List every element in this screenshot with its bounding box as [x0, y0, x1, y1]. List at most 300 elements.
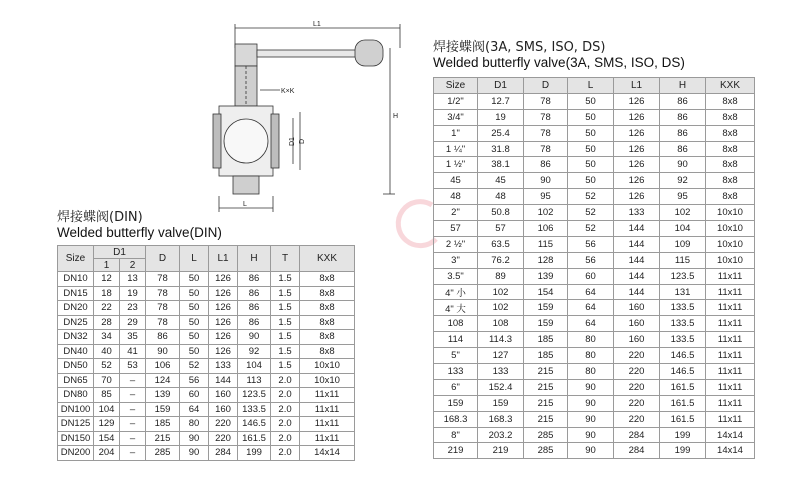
table-row: [58, 402, 355, 417]
table-cell: 160: [614, 316, 660, 332]
table-cell: 1 ¼": [434, 141, 478, 157]
table-cell: 52: [180, 359, 209, 374]
table-cell: 70: [94, 373, 120, 388]
table-cell: 50: [568, 93, 614, 109]
table-cell: 102: [478, 284, 524, 300]
table-cell: 28: [94, 315, 120, 330]
table-cell: 124: [146, 373, 180, 388]
table-cell: 8x8: [706, 109, 755, 125]
table-cell: 90: [180, 446, 209, 461]
table-cell: 8x8: [300, 344, 355, 359]
table-cell: 126: [614, 93, 660, 109]
table-cell: 90: [568, 411, 614, 427]
table-cell: 204: [94, 446, 120, 461]
table-cell: 11x11: [706, 300, 755, 316]
table-cell: 284: [614, 443, 660, 459]
table-cell: 284: [614, 427, 660, 443]
table-cell: 126: [209, 315, 238, 330]
table-cell: 161.5: [660, 395, 706, 411]
table-cell: 45: [434, 173, 478, 189]
table-cell: 90: [180, 431, 209, 446]
table-row: [434, 316, 755, 332]
table-cell: 90: [660, 157, 706, 173]
table-cell: 159: [146, 402, 180, 417]
table-cell: 86: [238, 272, 271, 287]
header-d1-2: 2: [120, 259, 146, 272]
table-row: [434, 189, 755, 205]
table-cell: 161.5: [660, 411, 706, 427]
table-cell: 168.3: [478, 411, 524, 427]
table-cell: 85: [94, 388, 120, 403]
table-cell: 8x8: [706, 125, 755, 141]
table-cell: 220: [209, 417, 238, 432]
table-cell: 220: [209, 431, 238, 446]
table-cell: 50: [568, 109, 614, 125]
table-cell: 11x11: [300, 431, 355, 446]
table-cell: 12.7: [478, 93, 524, 109]
table-cell: 220: [614, 395, 660, 411]
table-cell: 10x10: [706, 236, 755, 252]
table-cell: 144: [614, 252, 660, 268]
table-cell: 56: [180, 373, 209, 388]
table-cell: 52: [568, 189, 614, 205]
table-row: [434, 443, 755, 459]
table-cell: 86: [524, 157, 568, 173]
table-cell: 127: [478, 348, 524, 364]
table-cell: 78: [524, 125, 568, 141]
header-kxk: KXK: [300, 246, 355, 272]
table-cell: 154: [524, 284, 568, 300]
table-cell: 11x11: [706, 411, 755, 427]
column-header: Size: [434, 78, 478, 94]
table-cell: 133.5: [660, 300, 706, 316]
table-cell: 219: [478, 443, 524, 459]
table-cell: 11x11: [300, 402, 355, 417]
table-cell: 86: [660, 109, 706, 125]
column-header: L: [568, 78, 614, 94]
table-cell: DN15: [58, 286, 94, 301]
table-cell: 126: [614, 189, 660, 205]
table-cell: 123.5: [660, 268, 706, 284]
table-cell: 10x10: [300, 373, 355, 388]
table-cell: –: [120, 388, 146, 403]
table-cell: 2.0: [271, 431, 300, 446]
table-cell: 160: [614, 300, 660, 316]
table-cell: 284: [209, 446, 238, 461]
table-cell: 114.3: [478, 332, 524, 348]
table-cell: 23: [120, 301, 146, 316]
table-cell: DN125: [58, 417, 94, 432]
table-row: [434, 427, 755, 443]
table-cell: 34: [94, 330, 120, 345]
table-cell: 50: [180, 272, 209, 287]
table-cell: 64: [568, 284, 614, 300]
table-cell: 115: [524, 236, 568, 252]
din-title-en: Welded butterfly valve(DIN): [57, 225, 222, 240]
table-cell: 1": [434, 125, 478, 141]
table-cell: 52: [94, 359, 120, 374]
table-cell: 144: [614, 236, 660, 252]
table-cell: 60: [568, 268, 614, 284]
table-cell: 90: [568, 379, 614, 395]
table-cell: 1 ½": [434, 157, 478, 173]
table-cell: 10x10: [706, 252, 755, 268]
table-cell: 144: [614, 221, 660, 237]
table-cell: 131: [660, 284, 706, 300]
table-row: [58, 330, 355, 345]
table-cell: 1.5: [271, 286, 300, 301]
table-cell: 57: [478, 221, 524, 237]
table-cell: 2 ½": [434, 236, 478, 252]
table-cell: 11x11: [706, 379, 755, 395]
table-cell: 159: [524, 316, 568, 332]
table-cell: 144: [209, 373, 238, 388]
table-cell: 11x11: [706, 268, 755, 284]
table-cell: 78: [524, 109, 568, 125]
table-row: [58, 359, 355, 374]
table-cell: 80: [568, 364, 614, 380]
table-cell: 199: [238, 446, 271, 461]
table-cell: 8x8: [706, 157, 755, 173]
din-table-body: [58, 272, 355, 461]
table-cell: 78: [524, 141, 568, 157]
table-row: [58, 446, 355, 461]
table-cell: 1.5: [271, 315, 300, 330]
header-d1-1: 1: [94, 259, 120, 272]
table-cell: 80: [180, 417, 209, 432]
table-cell: 50: [568, 125, 614, 141]
table-cell: 25.4: [478, 125, 524, 141]
table-cell: 86: [238, 315, 271, 330]
table-cell: 11x11: [300, 388, 355, 403]
table-cell: 64: [568, 300, 614, 316]
table-cell: 86: [238, 301, 271, 316]
table-cell: 126: [209, 330, 238, 345]
table-cell: 56: [568, 252, 614, 268]
table-cell: 1.5: [271, 359, 300, 374]
table-cell: DN32: [58, 330, 94, 345]
table-cell: 90: [568, 443, 614, 459]
table-row: [58, 315, 355, 330]
table-cell: 11x11: [706, 332, 755, 348]
table-cell: 109: [660, 236, 706, 252]
sms-spec-table: [433, 77, 755, 459]
table-cell: 14x14: [706, 443, 755, 459]
table-cell: 56: [568, 236, 614, 252]
table-cell: DN200: [58, 446, 94, 461]
table-cell: 8x8: [706, 173, 755, 189]
table-cell: 78: [146, 301, 180, 316]
column-header: D: [524, 78, 568, 94]
table-cell: 215: [524, 379, 568, 395]
table-row: [434, 395, 755, 411]
table-cell: 1.5: [271, 330, 300, 345]
table-cell: 11x11: [706, 364, 755, 380]
table-cell: 1/2": [434, 93, 478, 109]
din-spec-table: [57, 245, 355, 461]
table-cell: 2.0: [271, 388, 300, 403]
table-cell: 160: [209, 388, 238, 403]
column-header: L1: [614, 78, 660, 94]
table-cell: 220: [614, 379, 660, 395]
table-row: [434, 157, 755, 173]
table-cell: 113: [238, 373, 271, 388]
table-cell: 285: [524, 443, 568, 459]
table-cell: 126: [614, 141, 660, 157]
table-cell: 115: [660, 252, 706, 268]
dim-label-l1: L1: [313, 21, 321, 28]
header-d: D: [146, 246, 180, 272]
table-row: [58, 417, 355, 432]
table-cell: DN25: [58, 315, 94, 330]
table-cell: 199: [660, 427, 706, 443]
table-cell: 90: [238, 330, 271, 345]
table-cell: 13: [120, 272, 146, 287]
table-cell: 50: [180, 315, 209, 330]
table-row: [434, 205, 755, 221]
table-row: [58, 272, 355, 287]
table-cell: 106: [524, 221, 568, 237]
sms-title-cn: 焊接蝶阀(3A, SMS, ISO, DS): [433, 40, 606, 55]
table-row: [434, 300, 755, 316]
table-cell: 78: [146, 272, 180, 287]
table-cell: 50: [180, 301, 209, 316]
dim-label-h: H: [393, 113, 399, 120]
header-h: H: [238, 246, 271, 272]
table-cell: 10x10: [706, 221, 755, 237]
table-cell: 86: [238, 286, 271, 301]
table-row: [434, 141, 755, 157]
table-cell: 86: [660, 125, 706, 141]
table-cell: 159: [434, 395, 478, 411]
table-cell: 11x11: [706, 395, 755, 411]
header-l1: L1: [209, 246, 238, 272]
table-cell: 5": [434, 348, 478, 364]
header-d1: D1: [94, 246, 146, 259]
table-cell: DN40: [58, 344, 94, 359]
table-cell: 4" 大: [434, 300, 478, 316]
table-cell: 19: [120, 286, 146, 301]
table-cell: 64: [180, 402, 209, 417]
table-cell: 11x11: [706, 284, 755, 300]
table-cell: 123.5: [238, 388, 271, 403]
table-cell: 86: [660, 141, 706, 157]
table-cell: 63.5: [478, 236, 524, 252]
header-size: Size: [58, 246, 94, 272]
table-row: [58, 373, 355, 388]
valve-technical-drawing: [205, 18, 405, 218]
table-cell: 139: [524, 268, 568, 284]
table-cell: 8x8: [300, 272, 355, 287]
table-cell: DN10: [58, 272, 94, 287]
table-cell: 159: [524, 300, 568, 316]
table-cell: 80: [568, 348, 614, 364]
table-cell: 139: [146, 388, 180, 403]
table-cell: 92: [660, 173, 706, 189]
table-cell: 220: [614, 364, 660, 380]
table-cell: 45: [478, 173, 524, 189]
table-cell: 146.5: [660, 364, 706, 380]
table-cell: 80: [568, 332, 614, 348]
table-cell: 11x11: [706, 348, 755, 364]
table-cell: 104: [660, 221, 706, 237]
table-row: [434, 221, 755, 237]
table-cell: 152.4: [478, 379, 524, 395]
table-cell: 185: [524, 332, 568, 348]
table-cell: 126: [614, 125, 660, 141]
table-cell: 50: [568, 173, 614, 189]
table-cell: 90: [568, 395, 614, 411]
table-cell: 3.5": [434, 268, 478, 284]
table-cell: DN150: [58, 431, 94, 446]
table-cell: 8x8: [706, 93, 755, 109]
table-cell: 220: [614, 348, 660, 364]
table-cell: 108: [478, 316, 524, 332]
table-cell: 8x8: [300, 286, 355, 301]
table-cell: 199: [660, 443, 706, 459]
table-row: [58, 286, 355, 301]
table-cell: 114: [434, 332, 478, 348]
table-cell: 133: [478, 364, 524, 380]
table-cell: 8x8: [706, 189, 755, 205]
column-header: KXK: [706, 78, 755, 94]
table-cell: 2": [434, 205, 478, 221]
table-cell: 48: [478, 189, 524, 205]
table-cell: 146.5: [660, 348, 706, 364]
table-row: [434, 109, 755, 125]
table-cell: 14x14: [706, 427, 755, 443]
table-cell: 133: [434, 364, 478, 380]
table-cell: 185: [524, 348, 568, 364]
table-row: [58, 388, 355, 403]
table-cell: 78: [146, 315, 180, 330]
table-cell: 160: [209, 402, 238, 417]
table-cell: 126: [614, 157, 660, 173]
table-cell: 89: [478, 268, 524, 284]
table-cell: 40: [94, 344, 120, 359]
table-cell: 50: [180, 344, 209, 359]
table-cell: 8x8: [300, 330, 355, 345]
table-cell: 52: [568, 221, 614, 237]
table-cell: 133.5: [660, 332, 706, 348]
table-cell: 31.8: [478, 141, 524, 157]
table-cell: 92: [238, 344, 271, 359]
table-cell: 14x14: [300, 446, 355, 461]
table-cell: 50: [568, 157, 614, 173]
table-cell: DN20: [58, 301, 94, 316]
sms-title-en: Welded butterfly valve(3A, SMS, ISO, DS): [433, 55, 685, 70]
table-cell: 10x10: [300, 359, 355, 374]
table-cell: 4" 小: [434, 284, 478, 300]
table-cell: 50.8: [478, 205, 524, 221]
column-header: D1: [478, 78, 524, 94]
table-cell: 18: [94, 286, 120, 301]
table-row: [434, 379, 755, 395]
table-cell: 144: [614, 268, 660, 284]
table-cell: 104: [94, 402, 120, 417]
table-cell: 133.5: [660, 316, 706, 332]
table-cell: 90: [524, 173, 568, 189]
table-cell: 3": [434, 252, 478, 268]
table-cell: 52: [568, 205, 614, 221]
table-cell: 126: [209, 286, 238, 301]
sms-table-header: [434, 78, 755, 94]
table-cell: 8": [434, 427, 478, 443]
table-cell: 76.2: [478, 252, 524, 268]
table-cell: 133: [614, 205, 660, 221]
table-cell: 29: [120, 315, 146, 330]
table-cell: 161.5: [238, 431, 271, 446]
table-row: [58, 431, 355, 446]
table-cell: 160: [614, 332, 660, 348]
table-cell: 50: [180, 330, 209, 345]
dim-label-d1: D1: [289, 137, 296, 146]
table-cell: 35: [120, 330, 146, 345]
table-cell: 53: [120, 359, 146, 374]
table-cell: 95: [524, 189, 568, 205]
table-cell: 215: [524, 411, 568, 427]
table-cell: 168.3: [434, 411, 478, 427]
table-cell: 126: [209, 344, 238, 359]
table-cell: 203.2: [478, 427, 524, 443]
table-cell: 95: [660, 189, 706, 205]
table-cell: –: [120, 446, 146, 461]
table-cell: 1.5: [271, 272, 300, 287]
table-cell: 108: [434, 316, 478, 332]
table-cell: 19: [478, 109, 524, 125]
table-cell: 1.5: [271, 344, 300, 359]
table-cell: 2.0: [271, 373, 300, 388]
table-cell: 86: [146, 330, 180, 345]
header-t: T: [271, 246, 300, 272]
table-cell: 78: [146, 286, 180, 301]
table-cell: 133: [209, 359, 238, 374]
table-cell: 126: [614, 109, 660, 125]
table-cell: 8x8: [706, 141, 755, 157]
table-cell: 102: [478, 300, 524, 316]
table-cell: 102: [660, 205, 706, 221]
table-cell: 50: [180, 286, 209, 301]
table-cell: 8x8: [300, 315, 355, 330]
table-cell: –: [120, 402, 146, 417]
table-row: [434, 411, 755, 427]
dim-label-kxk: K×K: [281, 88, 295, 95]
table-cell: 215: [146, 431, 180, 446]
table-row: [434, 284, 755, 300]
table-row: [434, 332, 755, 348]
table-row: [434, 236, 755, 252]
dim-label-l: L: [243, 201, 247, 208]
table-cell: DN50: [58, 359, 94, 374]
table-cell: 102: [524, 205, 568, 221]
dim-label-d: D: [299, 138, 306, 144]
table-cell: 285: [524, 427, 568, 443]
header-l: L: [180, 246, 209, 272]
table-cell: 146.5: [238, 417, 271, 432]
table-cell: 41: [120, 344, 146, 359]
table-cell: 64: [568, 316, 614, 332]
table-cell: 48: [434, 189, 478, 205]
table-cell: 11x11: [706, 316, 755, 332]
table-cell: 126: [614, 173, 660, 189]
table-row: [434, 268, 755, 284]
table-cell: 161.5: [660, 379, 706, 395]
table-row: [434, 93, 755, 109]
table-cell: 50: [568, 141, 614, 157]
table-row: [434, 173, 755, 189]
table-cell: 57: [434, 221, 478, 237]
table-row: [434, 364, 755, 380]
